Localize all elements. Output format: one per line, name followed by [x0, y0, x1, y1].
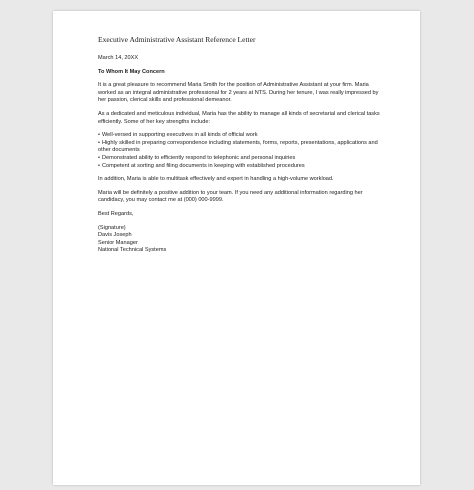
paragraph-strengths-intro: As a dedicated and meticulous individual, Maria has the ability to manage all kinds of secretarial and clerical tasks efficiently. Some of her key strengths include:: [98, 110, 380, 125]
signature-block: [98, 225, 388, 255]
letter-date: March 14, 20XX: [98, 55, 139, 61]
paragraph-multitask: In addition, Maria is able to multitask effectively and expert in handling a high-volume workload.: [98, 176, 334, 183]
document-page: [53, 11, 420, 485]
letter-salutation: To Whom It May Concern: [98, 68, 165, 75]
letter-body: [98, 55, 388, 255]
strength-item: • Highly skilled in preparing correspondence including statements, forms, reports, presentations, applications and other documents: [98, 140, 388, 155]
strength-item: • Demonstrated ability to efficiently respond to telephonic and personal inquiries: [98, 155, 388, 163]
letter-closing: Best Regards,: [98, 210, 134, 217]
paragraph-intro: It is a great pleasure to recommend Maria Smith for the position of Administrative Assistant at your firm. Maria worked as an integral administrative professional for 2 years at NTS. During her tenure, I was really impressed by her passion, clerical skills and professional demeanor.: [98, 82, 379, 104]
signer-company: National Technical Systems: [98, 247, 167, 254]
signer-name: Davis Joseph: [98, 232, 132, 239]
strength-item: • Well-versed in supporting executives in all kinds of official work: [98, 132, 388, 140]
signature-line: (Signature): [98, 224, 126, 231]
strength-item: • Competent at sorting and filing documents in keeping with established procedures: [98, 163, 388, 171]
paragraph-contact: Maria will be definitely a positive addition to your team. If you need any additional information regarding her candidacy, you may contact me at (000) 000-9999.: [98, 189, 363, 204]
letter-title: Executive Administrative Assistant Reference Letter: [98, 35, 256, 44]
signer-title: Senior Manager: [98, 239, 138, 246]
strengths-list: [98, 132, 388, 170]
